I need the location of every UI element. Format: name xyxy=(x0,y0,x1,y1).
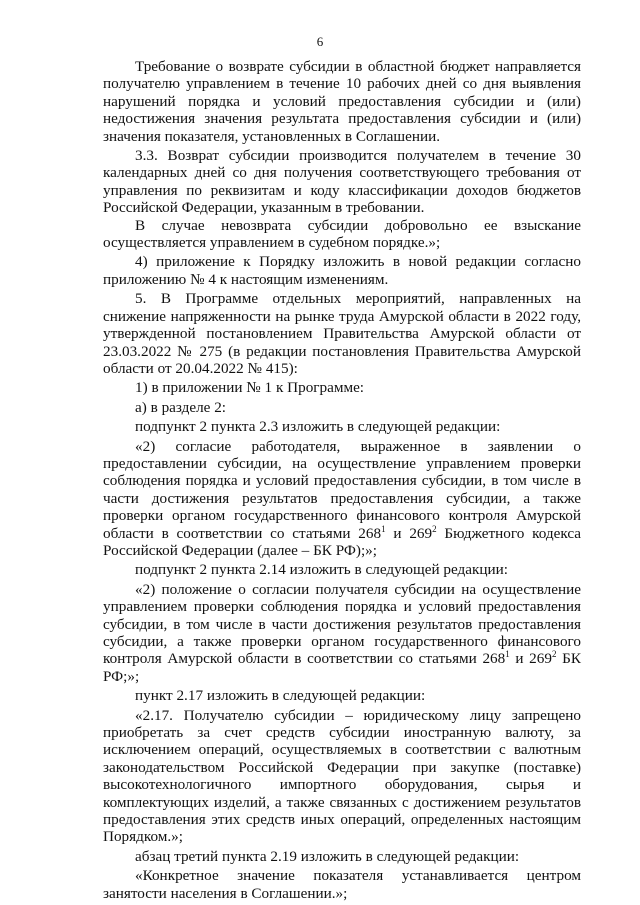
paragraph-item-2-17: пункт 2.17 изложить в следующей редакции: xyxy=(135,687,426,705)
superscript-1: 1 xyxy=(381,523,386,534)
paragraph-indicator-value: «Конкретное значение показателя устанавливается центром занятости населения в Соглашении.»; xyxy=(103,867,581,902)
superscript-2: 2 xyxy=(432,523,437,534)
superscript-2: 2 xyxy=(551,649,557,660)
paragraph-item-2-19: абзац третий пункта 2.19 изложить в следующей редакции: xyxy=(135,847,520,865)
page-number: 6 xyxy=(316,34,324,49)
paragraph-currency-ban: «2.17. Получателю субсидии – юридическому лицу запрещено приобретать за счет средств субсидии иностранную валюту, за исключением операций, осуществляемых в соответствии с валютным законодательством Российской Федерации при закупке (поставке) высокотехнологичного импортного оборудования, сырья и комплектующих изделий, а также связанных с достижением результатов предоставления этих средств иных операций, определенных настоящим Порядком.»; xyxy=(103,706,581,846)
paragraph-recipient-consent-text: «2) положение о согласии получателя субсидии на осуществление управлением проверки соблюдения порядка и условий предоставления субсидии, в том числе в части достижения результатов предоставления субсидии, а также проверки органом государственного финансового контроля Амурской области в соответствии со статьями 268 xyxy=(103,580,581,668)
text-budget-code: Бюджетного кодекса Российской Федерации (далее – БК РФ);»; xyxy=(103,524,581,559)
paragraph-item-5: 5. В Программе отдельных мероприятий, направленных на снижение напряженности на рынке труда Амурской области в 2022 году, утвержденной постановлением Правительства Амурской области от 23.03.2022 № 275 (в редакции постановления Правительства Амурской области от 20.04.2022 № 415): xyxy=(103,290,581,377)
paragraph-non-return: В случае невозврата субсидии добровольно ее взыскание осуществляется управлением в судебном порядке.»; xyxy=(103,216,581,252)
superscript-1: 1 xyxy=(505,649,510,660)
text-and-269: и 269 xyxy=(385,524,433,542)
paragraph-subitem-2-3: подпункт 2 пункта 2.3 изложить в следующей редакции: xyxy=(135,418,501,436)
paragraph-refund-requirement: Требование о возврате субсидии в областной бюджет направляется получателю управлением в течение 10 рабочих дней со дня выявления нарушений порядка и условий предоставления субсидии и (или) недостижения значения результата предоставления субсидии и (или) значения показателя, установленных в Соглашении. xyxy=(103,58,581,145)
paragraph-employer-consent-text: «2) согласие работодателя, выраженное в заявлении о предоставлении субсидии, на осуществление управлением проверки соблюдения порядка и условий предоставления субсидии, в том числе в части достижения результатов предоставления субсидии, а также проверки органом государственного финансового контроля Амурской области в соответствии со статьями 268 xyxy=(103,437,581,542)
paragraph-subitem-2-14: подпункт 2 пункта 2.14 изложить в следующей редакции: xyxy=(135,561,508,579)
paragraph-section-2: а) в разделе 2: xyxy=(135,398,227,416)
paragraph-3-3: 3.3. Возврат субсидии производится получателем в течение 30 календарных дней со дня получения соответствующего требования от управления по реквизитам и коду классификации доходов бюджетов Российской Федерации, указанным в требовании. xyxy=(103,147,581,217)
document-body xyxy=(103,58,581,902)
paragraph-annex-1: 1) в приложении № 1 к Программе: xyxy=(135,379,365,397)
paragraph-item-4: 4) приложение к Порядку изложить в новой редакции согласно приложению № 4 к настоящим изменениям. xyxy=(103,253,581,288)
text-bk-rf: БК РФ;»; xyxy=(103,650,581,685)
text-and-269: и 269 xyxy=(509,650,552,668)
paragraph-employer-consent xyxy=(103,438,581,560)
paragraph-recipient-consent xyxy=(103,581,581,685)
